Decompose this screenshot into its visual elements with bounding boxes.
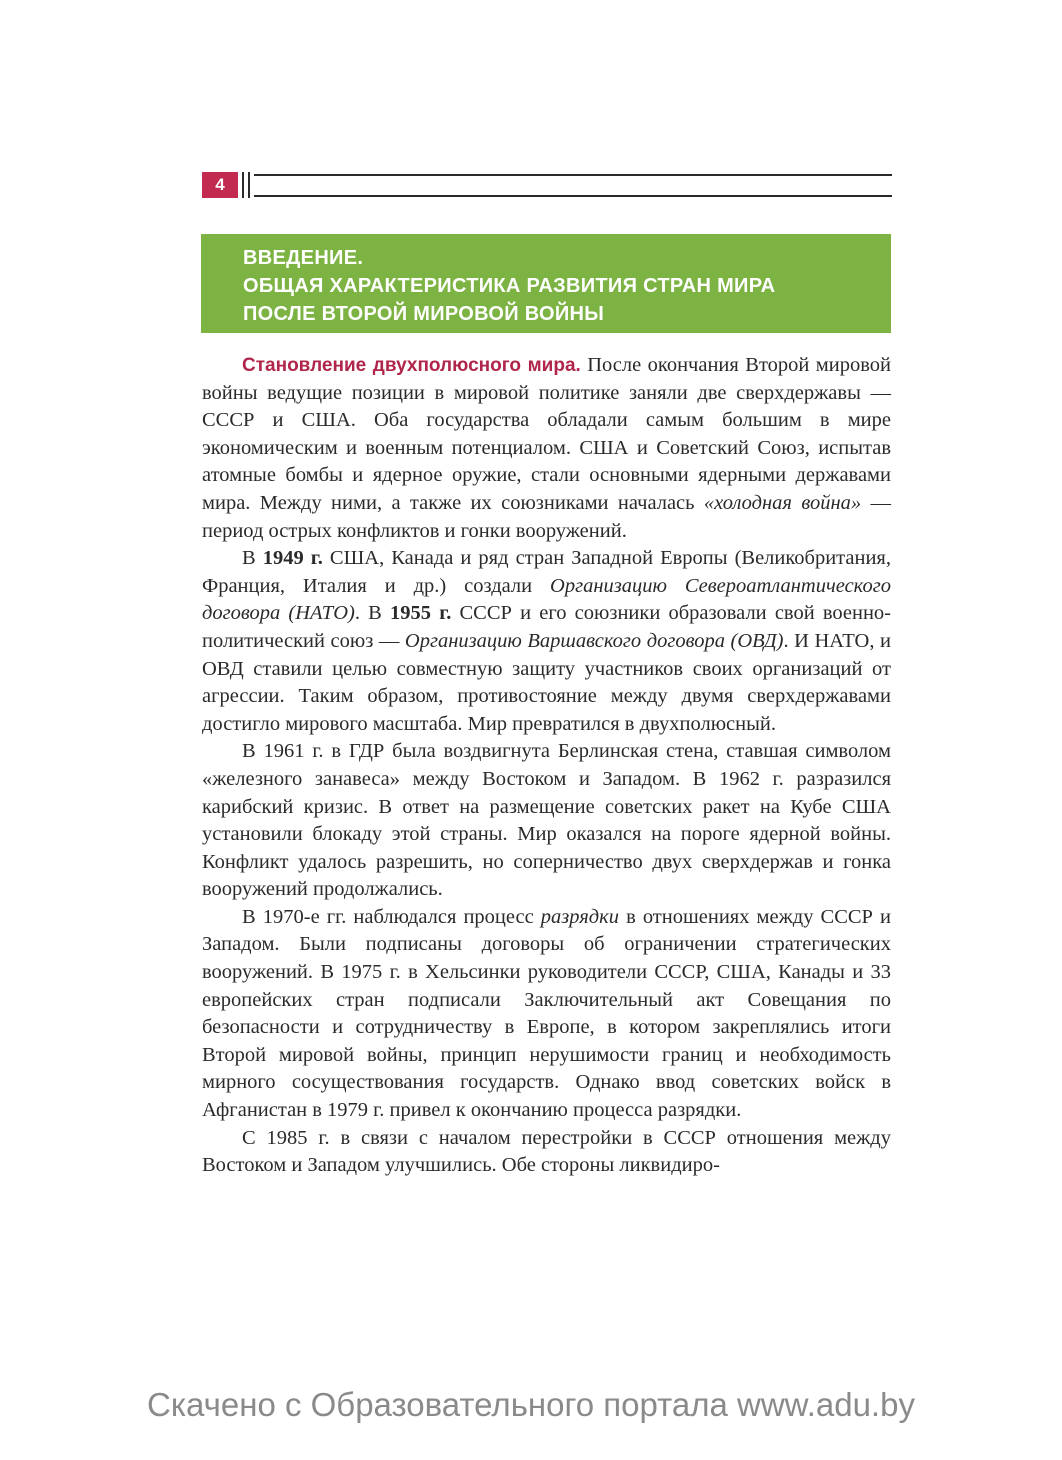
header-tick-left [242, 172, 244, 198]
term-detente: разрядки [540, 905, 619, 928]
header-rule-bottom [254, 195, 892, 197]
download-watermark: Скачено с Образовательного портала www.adu.by [147, 1386, 915, 1423]
term-ovd: Организацию Варшавского договора (ОВД) [404, 629, 784, 652]
paragraph-2-text-c: . В [354, 602, 391, 625]
paragraph-2-text-a: В [242, 547, 263, 570]
paragraph-2-text-d: СССР и его союзники образовали свой военно-политический союз — [202, 602, 892, 652]
term-cold-war: «холодная война» [703, 491, 862, 514]
paragraph-1-text-a: После окончания Второй мировой войны ведущие позиции в мировой политике заняли две сверхдержавы — СССР и США. Оба государства обладали самым большим в мире экономическим и военным потенциалом. США и Советский Союз, испытав атомные бомбы и ядерное оружие, стали основными ядерными державами мира. Между ними, а также их союзниками началась [202, 354, 891, 514]
paragraph-3: В 1961 г. в ГДР была воздвигнута Берлинская стена, ставшая символом «железного занавеса» между Востоком и Западом. В 1962 г. разразился карибский кризис. В ответ на размещение советских ракет на Кубе США установили блокаду этой страны. Мир оказался на пороге ядерной войны. Конфликт удалось разрешить, но соперничество двух сверхдержав и гонка вооружений продолжались. [202, 740, 891, 901]
body-text [202, 352, 891, 1180]
paragraph-2-text-e: . И НАТО, и ОВД ставили целью совместную защиту участников своих организаций от агрессии. Таким образом, противостояние между двумя сверхдержавами достигло мирового масштаба. Мир превратился в двухполюсный. [202, 629, 892, 735]
header-tick-right [248, 172, 250, 198]
page-number: 4 [202, 172, 238, 198]
chapter-title-line-2: ОБЩАЯ ХАРАКТЕРИСТИКА РАЗВИТИЯ СТРАН МИРА [243, 275, 776, 297]
paragraph-4 [202, 904, 891, 1125]
paragraph-4-text-a: В 1970-е гг. наблюдался процесс [242, 905, 541, 928]
header-rule-top [254, 174, 892, 176]
year-1955: 1955 г. [390, 602, 452, 625]
paragraph-4-text-b: в отношениях между СССР и Западом. Были подписаны договоры об ограничении стратегических вооружений. В 1975 г. в Хельсинки руководители СССР, США, Канады и 33 европейских стран подписали Заключительный акт Совещания по безопасности и сотрудничеству в Европе, в котором закреплялись итоги Второй мировой войны, принцип нерушимости границ и необходимость мирного сосуществования государств. Однако ввод советских войск в Афганистан в 1979 г. привел к окончанию процесса разрядки. [202, 905, 891, 1122]
chapter-title-line-3: ПОСЛЕ ВТОРОЙ МИРОВОЙ ВОЙНЫ [243, 303, 605, 325]
paragraph-1 [202, 352, 891, 545]
term-nato: Организацию Североатлантического договора (НАТО) [202, 574, 891, 625]
chapter-title-line-1: ВВЕДЕНИЕ. [243, 247, 364, 269]
section-heading: Становление двухполюсного мира. [242, 355, 581, 376]
paragraph-2-text-b: США, Канада и ряд стран Западной Европы (Великобритания, Франция, Италия и др.) создали [202, 547, 891, 597]
page-header [202, 172, 892, 198]
paragraph-1-text-b: — период острых конфликтов и гонки вооружений. [202, 491, 892, 542]
paragraph-2 [202, 545, 891, 738]
year-1949: 1949 г. [262, 547, 323, 570]
chapter-title-banner [201, 234, 891, 333]
paragraph-5: С 1985 г. в связи с началом перестройки в СССР отношения между Востоком и Западом улучшились. Обе стороны ликвидиро- [202, 1126, 891, 1177]
